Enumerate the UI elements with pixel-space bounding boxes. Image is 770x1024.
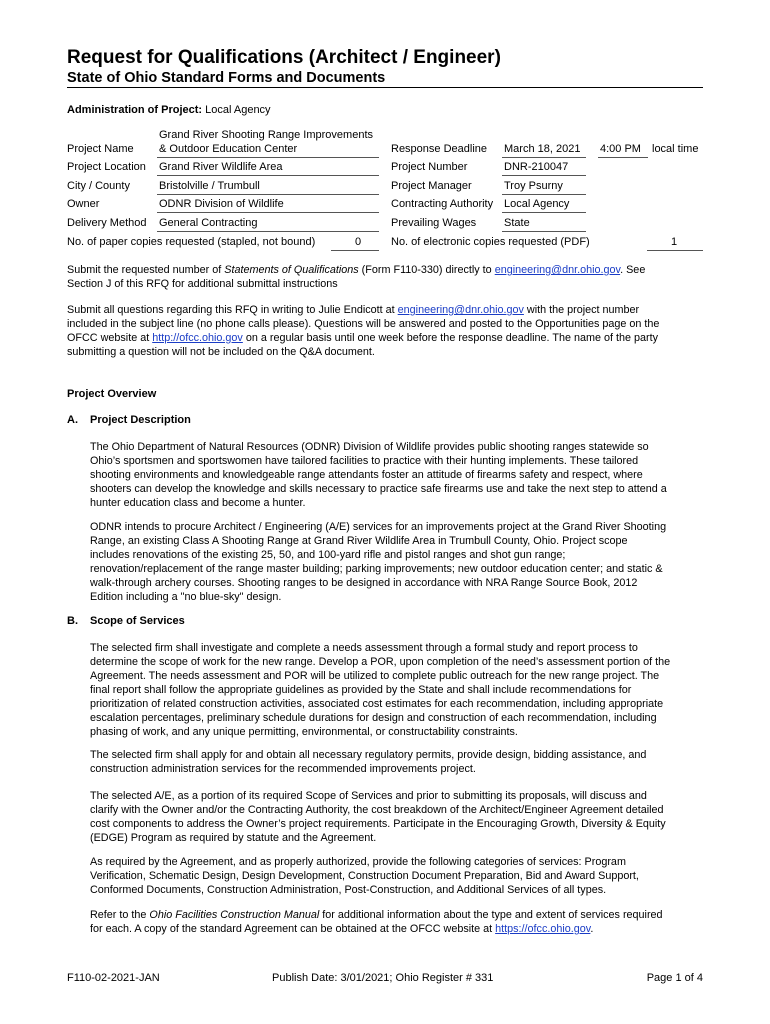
project-number-value: DNR-210047 xyxy=(504,161,569,173)
owner-value: ODNR Division of Wildlife xyxy=(159,198,284,210)
contracting-authority-underline xyxy=(502,212,586,213)
contracting-authority-value: Local Agency xyxy=(504,198,570,210)
project-location-label: Project Location xyxy=(67,161,146,173)
project-manager-underline xyxy=(502,194,586,195)
section-b-heading: Scope of Services xyxy=(90,615,185,627)
section-b-letter: B. xyxy=(67,615,78,627)
city-county-label: City / County xyxy=(67,180,130,192)
administration-label: Administration of Project: xyxy=(67,104,203,116)
submission-text-line2: Section J of this RFQ for additional submittal instructions xyxy=(67,278,338,290)
response-deadline-time: 4:00 PM xyxy=(600,143,641,155)
scope-paragraph-2 xyxy=(90,748,710,776)
text-line: includes renovations of the existing 25, 50, and 100-yard rifle and pistol ranges and shot gun range; xyxy=(90,549,566,561)
questions-text-line3: OFCC website at xyxy=(67,332,153,344)
section-a-letter: A. xyxy=(67,414,78,426)
text-line: determine the scope of work for the new range. Develop a POR, upon completion of the need’s assessment portion of the xyxy=(90,656,671,668)
title-divider xyxy=(67,87,703,88)
questions-paragraph xyxy=(67,303,707,359)
scope-paragraph-3 xyxy=(90,789,710,845)
text-line: clarify with the Owner and/or the Contracting Authority, the cost breakdown of the Architect/Engineer Agreement detailed xyxy=(90,804,664,816)
prevailing-wages-value: State xyxy=(504,217,530,229)
text-line: shooting environments and knowledgeable range attendants foster an attitude of firearms safety and respect, where xyxy=(90,469,643,481)
submission-text-2: (Form F110-330) directly to xyxy=(358,264,495,276)
scope-paragraph-5 xyxy=(90,908,710,936)
project-location-underline xyxy=(157,175,379,176)
electronic-copies-label: No. of electronic copies requested (PDF) xyxy=(391,236,590,248)
contracting-authority-label: Contracting Authority xyxy=(391,198,494,210)
text-line: prioritization of related construction activities, associated cost estimates for each recommendation, including appropriate xyxy=(90,698,664,710)
project-location-value: Grand River Wildlife Area xyxy=(159,161,283,173)
project-name-underline xyxy=(157,157,379,158)
text-line: The selected firm shall apply for and obtain all necessary regulatory permits, provide design, bidding assistance, and xyxy=(90,749,647,761)
project-name-value-line1: Grand River Shooting Range Improvements xyxy=(159,129,373,141)
text-line: walk-through archery courses. Shooting ranges to be designed in accordance with NRA Range Source Book, 2012 xyxy=(90,577,638,589)
ofcc-https-link[interactable]: https://ofcc.ohio.gov xyxy=(495,923,591,935)
text-line: shooters can develop the knowledge and skills necessary to practice safe firearms use and take the next step to attend a xyxy=(90,483,667,495)
text-line: cost components to address the Owner’s project requirements. Participate in the Encouraging Growth, Diversity & Equity xyxy=(90,818,666,830)
questions-text: Submit all questions regarding this RFQ in writing to Julie Endicott at xyxy=(67,304,398,316)
project-number-label: Project Number xyxy=(391,161,468,173)
text-segment: for additional information about the type and extent of services required xyxy=(319,909,663,921)
submission-email-link[interactable]: engineering@dnr.ohio.gov xyxy=(494,264,621,276)
text-line: Range, an existing Class A Shooting Range at Grand River Wildlife Area in Trumbull County, Ohio. Project scope xyxy=(90,535,628,547)
project-overview-heading: Project Overview xyxy=(67,388,157,400)
paper-copies-underline xyxy=(331,250,379,251)
text-line: As required by the Agreement, and as properly authorized, provide the following categories of services: Program xyxy=(90,856,626,868)
text-segment: for each. A copy of the standard Agreement can be obtained at the OFCC website at xyxy=(90,923,496,935)
delivery-method-underline xyxy=(157,231,379,232)
project-description-paragraph-2 xyxy=(90,520,710,604)
questions-text-line4: submitting a question will not be included on the Q&A document. xyxy=(67,346,375,358)
response-deadline-date: March 18, 2021 xyxy=(504,143,581,155)
electronic-copies-underline xyxy=(647,250,703,251)
text-line: ODNR intends to procure Architect / Engineering (A/E) services for an improvements project at the Grand River Shooting xyxy=(90,521,667,533)
section-a-heading: Project Description xyxy=(90,414,191,426)
questions-email-link[interactable]: engineering@dnr.ohio.gov xyxy=(397,304,524,316)
project-manager-label: Project Manager xyxy=(391,180,472,192)
text-segment: . xyxy=(590,923,594,935)
administration-value: Local Agency xyxy=(205,104,271,116)
questions-text-line2: included in the subject line (no phone calls please). Questions will be answered and posted to the Opportunities page on the xyxy=(67,318,660,330)
submission-text: Submit the requested number of xyxy=(67,264,225,276)
owner-label: Owner xyxy=(67,198,100,210)
response-deadline-label: Response Deadline xyxy=(391,143,488,155)
text-line: construction administration services for the recommended improvements project. xyxy=(90,763,476,775)
electronic-copies-value: 1 xyxy=(671,236,678,248)
submission-paragraph xyxy=(67,263,707,291)
city-county-underline xyxy=(157,194,379,195)
delivery-method-value: General Contracting xyxy=(159,217,258,229)
prevailing-wages-label: Prevailing Wages xyxy=(391,217,477,229)
ofcc-website-link[interactable]: http://ofcc.ohio.gov xyxy=(152,332,243,344)
questions-text-2: with the project number xyxy=(523,304,640,316)
text-line: Agreement. The needs assessment and POR will be utilized to complete public outreach for the new range project. The xyxy=(90,670,660,682)
text-line: Edition including a "no blue-sky" design. xyxy=(90,591,282,603)
page-subtitle: State of Ohio Standard Forms and Documents xyxy=(67,70,386,86)
scope-paragraph-1 xyxy=(90,641,710,739)
text-line: escalation percentages, preliminary schedule durations for design and construction of each recommendation, including xyxy=(90,712,657,724)
questions-text-line3b: on a regular basis until one week before the response deadline. The name of the party xyxy=(242,332,658,344)
text-line: The Ohio Department of Natural Resources (ODNR) Division of Wildlife provides public shooting ranges statewide so xyxy=(90,441,649,453)
text-line: Conformed Documents, Construction Administration, Post-Construction, and Additional Services of all types. xyxy=(90,884,607,896)
response-deadline-date-underline xyxy=(502,157,586,158)
response-deadline-time-underline xyxy=(598,157,648,158)
project-manager-value: Troy Psurny xyxy=(504,180,563,192)
text-line: renovation/replacement of the range master building; parking improvements; new outdoor education center; and static & xyxy=(90,563,663,575)
paper-copies-value: 0 xyxy=(355,236,362,248)
soq-form-name: Statements of Qualifications xyxy=(224,264,359,276)
city-county-value: Bristolville / Trumbull xyxy=(159,180,260,192)
text-line: phasing of work, and any unique permitting, environmental, or constructability constraints. xyxy=(90,726,518,738)
text-line: final report shall follow the appropriate guidelines as provided by the State and shall include recommendations for xyxy=(90,684,632,696)
project-name-label: Project Name xyxy=(67,143,134,155)
project-description-paragraph-1 xyxy=(90,440,710,510)
text-line: hunter education class and become a hunter. xyxy=(90,497,306,509)
text-line: Ohio’s sportsmen and sportswomen have tailored facilities to practice with their hunting implements. These tailored xyxy=(90,455,639,467)
owner-underline xyxy=(157,212,379,213)
footer-page-number: Page 1 of 4 xyxy=(646,972,703,984)
project-name-value-line2: & Outdoor Education Center xyxy=(159,143,298,155)
submission-text-3: . See xyxy=(620,264,646,276)
paper-copies-label: No. of paper copies requested (stapled, not bound) xyxy=(67,236,316,248)
text-line: (EDGE) Program as required by statute and the Agreement. xyxy=(90,832,377,844)
project-number-underline xyxy=(502,175,586,176)
text-line: Verification, Schematic Design, Design Development, Construction Document Preparation, Bid and Award Support, xyxy=(90,870,639,882)
administration-line xyxy=(67,104,271,116)
text-segment: Refer to the xyxy=(90,909,150,921)
scope-paragraph-4 xyxy=(90,855,710,897)
prevailing-wages-underline xyxy=(502,231,586,232)
manual-title: Ohio Facilities Construction Manual xyxy=(149,909,320,921)
footer-publish-date: Publish Date: 3/01/2021; Ohio Register # 331 xyxy=(272,972,494,984)
page-title: Request for Qualifications (Architect / Engineer) xyxy=(67,47,501,68)
text-line: The selected firm shall investigate and complete a needs assessment through a formal study and report process to xyxy=(90,642,638,654)
local-time-label: local time xyxy=(652,143,699,155)
text-line: The selected A/E, as a portion of its required Scope of Services and prior to submitting its proposals, will discuss and xyxy=(90,790,647,802)
delivery-method-label: Delivery Method xyxy=(67,217,147,229)
footer-form-id: F110-02-2021-JAN xyxy=(67,972,160,984)
